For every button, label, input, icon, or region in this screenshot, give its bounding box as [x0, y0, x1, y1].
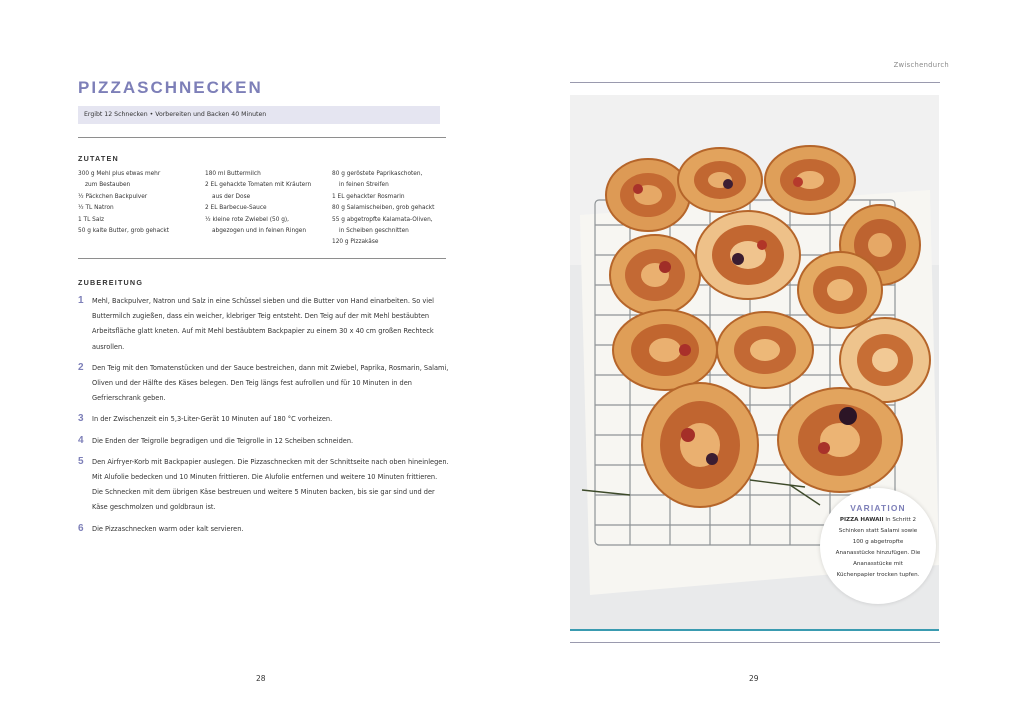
ingredient-line: zum Bestauben: [85, 182, 131, 189]
divider: [78, 258, 446, 259]
step-number: 1: [78, 295, 84, 306]
ingredient-line: 2 EL gehackte Tomaten mit Kräutern: [205, 182, 312, 189]
ingredient-line: 1 TL Salz: [78, 216, 105, 223]
step: [78, 455, 450, 516]
ingredient-line: 80 g Salamischeiben, grob gehackt: [332, 205, 435, 212]
variation-heading: VARIATION: [850, 503, 906, 513]
ingredient-line: 2 EL Barbecue-Sauce: [205, 205, 267, 212]
page-number: 29: [749, 674, 759, 683]
ingredients-heading: ZUTATEN: [78, 154, 119, 163]
ingredient-line: 1 EL gehackter Rosmarin: [332, 193, 405, 200]
divider: [78, 137, 446, 138]
ingredients-column-1: [78, 169, 169, 237]
step-number: 6: [78, 522, 84, 534]
running-head: Zwischendurch: [893, 61, 949, 69]
method-heading: ZUBEREITUNG: [78, 278, 144, 287]
ingredient-line: 80 g geröstete Paprikaschoten,: [332, 171, 423, 177]
ingredient-line: in Scheiben geschnitten: [339, 228, 409, 235]
method-steps: [78, 294, 450, 543]
step-text: Mehl, Backpulver, Natron und Salz in eine Schüssel sieben und die Butter von Hand einarbeiten. So viel Buttermilch zugießen, dass ein weicher, klebriger Teig entsteht. Den Teig auf der mit Mehl bestäubten Arbeitsfläche glatt kneten. Auf mit Mehl bestäubtem Backpapier zu einem 30 x 40 cm großen Rechteck ausrollen.: [92, 297, 434, 351]
step-text: In der Zwischenzeit ein 5,3-Liter-Gerät 10 Minuten auf 180 °C vorheizen.: [92, 415, 333, 424]
step: [78, 294, 450, 355]
step-number: 5: [78, 455, 84, 467]
ingredient-line: aus der Dose: [212, 193, 251, 200]
ingredient-line: ½ TL Natron: [78, 205, 114, 212]
step-number: 2: [78, 361, 84, 373]
ingredients-column-3: [332, 169, 434, 249]
ingredient-line: 300 g Mehl plus etwas mehr: [78, 171, 161, 177]
ingredient-line: ½ Päckchen Backpulver: [78, 193, 148, 200]
step-text: Den Airfryer-Korb mit Backpapier auslegen. Die Pizzaschnecken mit der Schnittseite nach oben hineinlegen. Mit Alufolie bedecken und 10 Minuten frittieren. Die Alufolie entfernen und weitere 10 Minuten frittieren. Die Schnecken mit dem übrigen Käse bestreuen und weitere 5 Minuten backen, bis sie gar sind und der Käse geschmolzen und goldbraun ist.: [92, 457, 449, 512]
step-number: 3: [78, 413, 84, 425]
ingredient-line: 55 g abgetropfte Kalamata-Oliven,: [332, 216, 433, 223]
variation-lead: PIZZA HAWAII: [839, 517, 884, 523]
step: [78, 434, 450, 449]
page-number: 28: [256, 674, 266, 683]
ingredient-line: in feinen Streifen: [339, 182, 389, 189]
recipe-meta-bar: Ergibt 12 Schnecken • Vorbereiten und Backen 40 Minuten: [78, 106, 440, 124]
ingredient-line: abgezogen und in feinen Ringen: [212, 228, 307, 235]
step-number: 4: [78, 434, 84, 446]
ingredient-line: ½ kleine rote Zwiebel (50 g),: [205, 216, 290, 223]
ingredient-line: 50 g kalte Butter, grob gehackt: [78, 228, 169, 235]
ingredient-line: 120 g Pizzakäse: [332, 239, 379, 246]
variation-text: [833, 515, 923, 581]
recipe-title: PIZZASCHNECKEN: [78, 78, 263, 97]
divider: [570, 642, 940, 643]
step: [78, 412, 450, 427]
variation-body: In Schritt 2 Schinken statt Salami sowie 100 g abgetropfte Ananasstücke hinzufügen. Die Ananasstücke mit Küchenpapier trocken tupfen.: [835, 517, 921, 578]
ingredient-line: 180 ml Buttermilch: [205, 171, 261, 177]
step: [78, 522, 450, 537]
step-text: Die Enden der Teigrolle begradigen und die Teigrolle in 12 Scheiben schneiden.: [92, 436, 354, 445]
divider: [570, 82, 940, 83]
step-text: Den Teig mit den Tomatenstücken und der Sauce bestreichen, dann mit Zwiebel, Paprika, Rosmarin, Salami, Oliven und der Hälfte des Käses belegen. Den Teig längs fest aufrollen und für 10 Minuten in den Gefrierschrank geben.: [92, 363, 449, 403]
variation-badge: [820, 488, 936, 604]
right-page: [509, 0, 1018, 720]
step: [78, 361, 450, 407]
step-text: Die Pizzaschnecken warm oder kalt servieren.: [92, 524, 244, 533]
ingredients-column-2: [205, 169, 311, 237]
